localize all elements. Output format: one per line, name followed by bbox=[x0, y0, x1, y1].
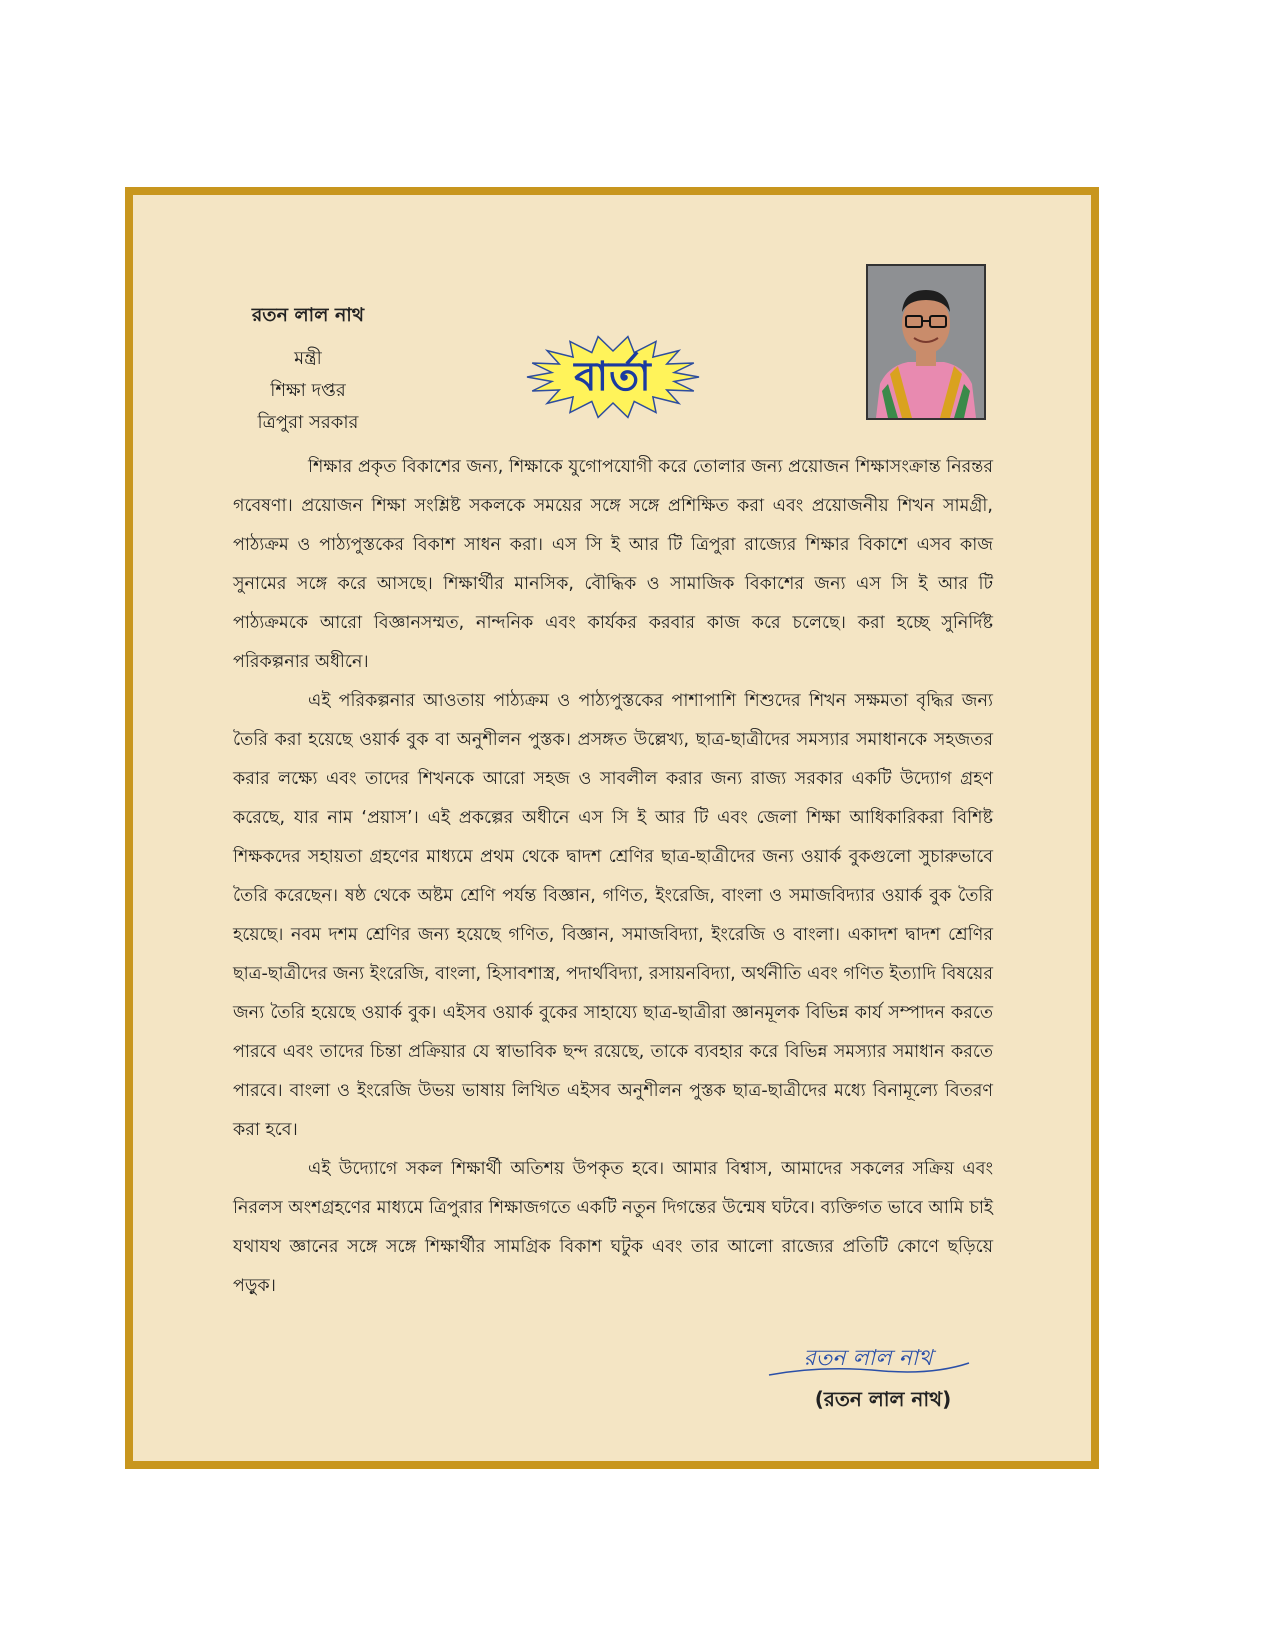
signature-text: রতন লাল নাথ bbox=[803, 1346, 933, 1371]
author-block bbox=[233, 301, 383, 439]
portrait-image bbox=[868, 266, 984, 418]
message-body bbox=[233, 448, 993, 1306]
title-starburst bbox=[525, 335, 701, 419]
author-government: ত্রিপুরা সরকার bbox=[257, 412, 359, 433]
paragraph-1: শিক্ষার প্রকৃত বিকাশের জন্য, শিক্ষাকে যুগোপযোগী করে তোলার জন্য প্রয়োজন শিক্ষাসংক্রান্ত নিরন্তর গবেষণা। প্রয়োজন শিক্ষা সংশ্লিষ্ট সকলকে সময়ের সঙ্গে সঙ্গে প্রশিক্ষিত করা এবং প্রয়োজনীয় শিখন সামগ্রী, পাঠ্যক্রম ও পাঠ্যপুস্তকের বিকাশ সাধন করা। এস সি ই আর টি ত্রিপুরা রাজ্যের শিক্ষার বিকাশে এসব কাজ সুনামের সঙ্গে করে আসছে। শিক্ষার্থীর মানসিক, বৌদ্ধিক ও সামাজিক বিকাশের জন্য এস সি ই আর টি পাঠ্যক্রমকে আরো বিজ্ঞানসম্মত, নান্দনিক এবং কার্যকর করবার কাজ করে চলেছে। করা হচ্ছে সুনির্দিষ্ট পরিকল্পনার অধীনে। bbox=[233, 457, 993, 672]
author-designation: মন্ত্রী bbox=[294, 348, 322, 369]
paragraph-3: এই উদ্যোগে সকল শিক্ষার্থী অতিশয় উপকৃত হবে। আমার বিশ্বাস, আমাদের সকলের সক্রিয় এবং নিরলস অংশগ্রহণের মাধ্যমে ত্রিপুরার শিক্ষাজগতে একটি নতুন দিগন্তের উন্মেষ ঘটবে। ব্যক্তিগত ভাবে আমি চাই যথাযথ জ্ঞানের সঙ্গে সঙ্গে শিক্ষার্থীর সামগ্রিক বিকাশ ঘটুক এবং তার আলো রাজ্যের প্রতিটি কোণে ছড়িয়ে পড়ুক। bbox=[233, 1159, 993, 1296]
signed-name: (রতন লাল নাথ) bbox=[814, 1387, 952, 1411]
message-frame bbox=[125, 187, 1099, 1469]
page-title: বার্তা bbox=[574, 354, 652, 400]
author-photo bbox=[866, 264, 986, 420]
paragraph-2: এই পরিকল্পনার আওতায় পাঠ্যক্রম ও পাঠ্যপুস্তকের পাশাপাশি শিশুদের শিখন সক্ষমতা বৃদ্ধির জন্য তৈরি করা হয়েছে ওয়ার্ক বুক বা অনুশীলন পুস্তক। প্রসঙ্গত উল্লেখ্য, ছাত্র-ছাত্রীদের সমস্যার সমাধানকে সহজতর করার লক্ষ্যে এবং তাদের শিখনকে আরো সহজ ও সাবলীল করার জন্য রাজ্য সরকার একটি উদ্যোগ গ্রহণ করেছে, যার নাম ‘প্রয়াস’। এই প্রকল্পের অধীনে এস সি ই আর টি এবং জেলা শিক্ষা আধিকারিকরা বিশিষ্ট শিক্ষকদের সহায়তা গ্রহণের মাধ্যমে প্রথম থেকে দ্বাদশ শ্রেণির ছাত্র-ছাত্রীদের জন্য ওয়ার্ক বুকগুলো সুচারুভাবে তৈরি করেছেন। ষষ্ঠ থেকে অষ্টম শ্রেণি পর্যন্ত বিজ্ঞান, গণিত, ইংরেজি, বাংলা ও সমাজবিদ্যার ওয়ার্ক বুক তৈরি হয়েছে। নবম দশম শ্রেণির জন্য হয়েছে গণিত, বিজ্ঞান, সমাজবিদ্যা, ইংরেজি ও বাংলা। একাদশ দ্বাদশ শ্রেণির ছাত্র-ছাত্রীদের জন্য ইংরেজি, বাংলা, হিসাবশাস্ত্র, পদার্থবিদ্যা, রসায়নবিদ্যা, অর্থনীতি এবং গণিত ইত্যাদি বিষয়ের জন্য তৈরি হয়েছে ওয়ার্ক বুক। এইসব ওয়ার্ক বুকের সাহায্যে ছাত্র-ছাত্রীরা জ্ঞানমূলক বিভিন্ন কার্য সম্পাদন করতে পারবে এবং তাদের চিন্তা প্রক্রিয়ার যে স্বাভাবিক ছন্দ রয়েছে, তাকে ব্যবহার করে বিভিন্ন সমস্যার সমাধান করতে পারবে। বাংলা ও ইংরেজি উভয় ভাষায় লিখিত এইসব অনুশীলন পুস্তক ছাত্র-ছাত্রীদের মধ্যে বিনামূল্যে বিতরণ করা হবে। bbox=[233, 691, 993, 1140]
author-department: শিক্ষা দপ্তর bbox=[270, 380, 346, 401]
signature bbox=[763, 1335, 973, 1385]
author-name: রতন লাল নাথ bbox=[251, 304, 365, 326]
